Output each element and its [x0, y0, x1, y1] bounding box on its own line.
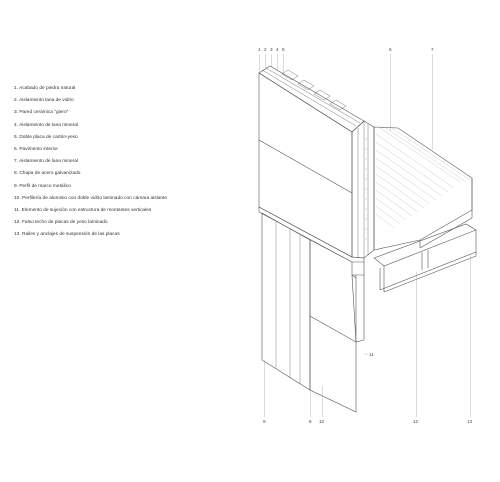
callout-leaders [260, 54, 471, 417]
callout-label: 7 [431, 47, 434, 52]
callout-label: 10 [319, 419, 325, 424]
legend-item: 12. Falso techo de placas de yeso laminado [14, 220, 108, 226]
callout-label: 4 [276, 47, 279, 52]
aluminium-mullion [352, 275, 364, 342]
legend-item: 11. Elemento de sujeción con estructura de montantes verticales [14, 208, 152, 214]
legend-item: 7. Aislamiento de lana mineral [14, 159, 78, 165]
floor-pattern [376, 128, 470, 228]
legend-item: 9. Perfil de marco metálico [14, 183, 71, 189]
cladding-vertical-joints [276, 221, 300, 384]
legend-item: 13. Railes y anclajes de suspensión de las placas [14, 232, 120, 238]
legend-item: 1. Acabado de piedra natural [14, 86, 76, 91]
callout-label: 1 [258, 47, 261, 52]
insulation-hatch [365, 138, 367, 240]
callout-label: 5 [282, 47, 285, 52]
lower-cladding-panel [262, 213, 310, 390]
legend-item: 3. Pared cerámica "giero" [14, 110, 69, 116]
callout-label: 3 [270, 47, 273, 52]
legend-item: 2. Aislamiento lana de vidrio [14, 98, 74, 104]
callout-label: 8 [309, 419, 312, 424]
callout-label: 13 [467, 419, 473, 424]
interior-floor-slab [374, 127, 472, 250]
wall-top-section [259, 66, 364, 132]
legend-item: 4. Aislamiento de lana mineral [14, 122, 78, 128]
legend-item: 10. Perfilería de aluminio con doble vidrio laminado con cámara aislante [14, 195, 168, 201]
callout-label: 2 [264, 47, 267, 52]
legend-item: 6. Pavimento interior [14, 147, 58, 153]
callout-label: 12 [413, 419, 419, 424]
metal-frame-profile [259, 207, 364, 262]
ceramic-wall-blocks [282, 70, 346, 110]
upper-facade-panel [259, 73, 352, 257]
callout-labels [258, 47, 473, 424]
legend-item: 8. Chapa de acero galvanizado [14, 171, 81, 177]
callout-label: 11 [369, 352, 374, 357]
callout-label: 9 [263, 419, 266, 424]
axonometric-detail [259, 66, 476, 412]
glazing-panel [310, 316, 356, 412]
callout-label: 6 [389, 47, 392, 52]
legend-item: 5. Doble placa de cartón-yeso [14, 134, 78, 140]
wall-side-layers [352, 121, 374, 258]
